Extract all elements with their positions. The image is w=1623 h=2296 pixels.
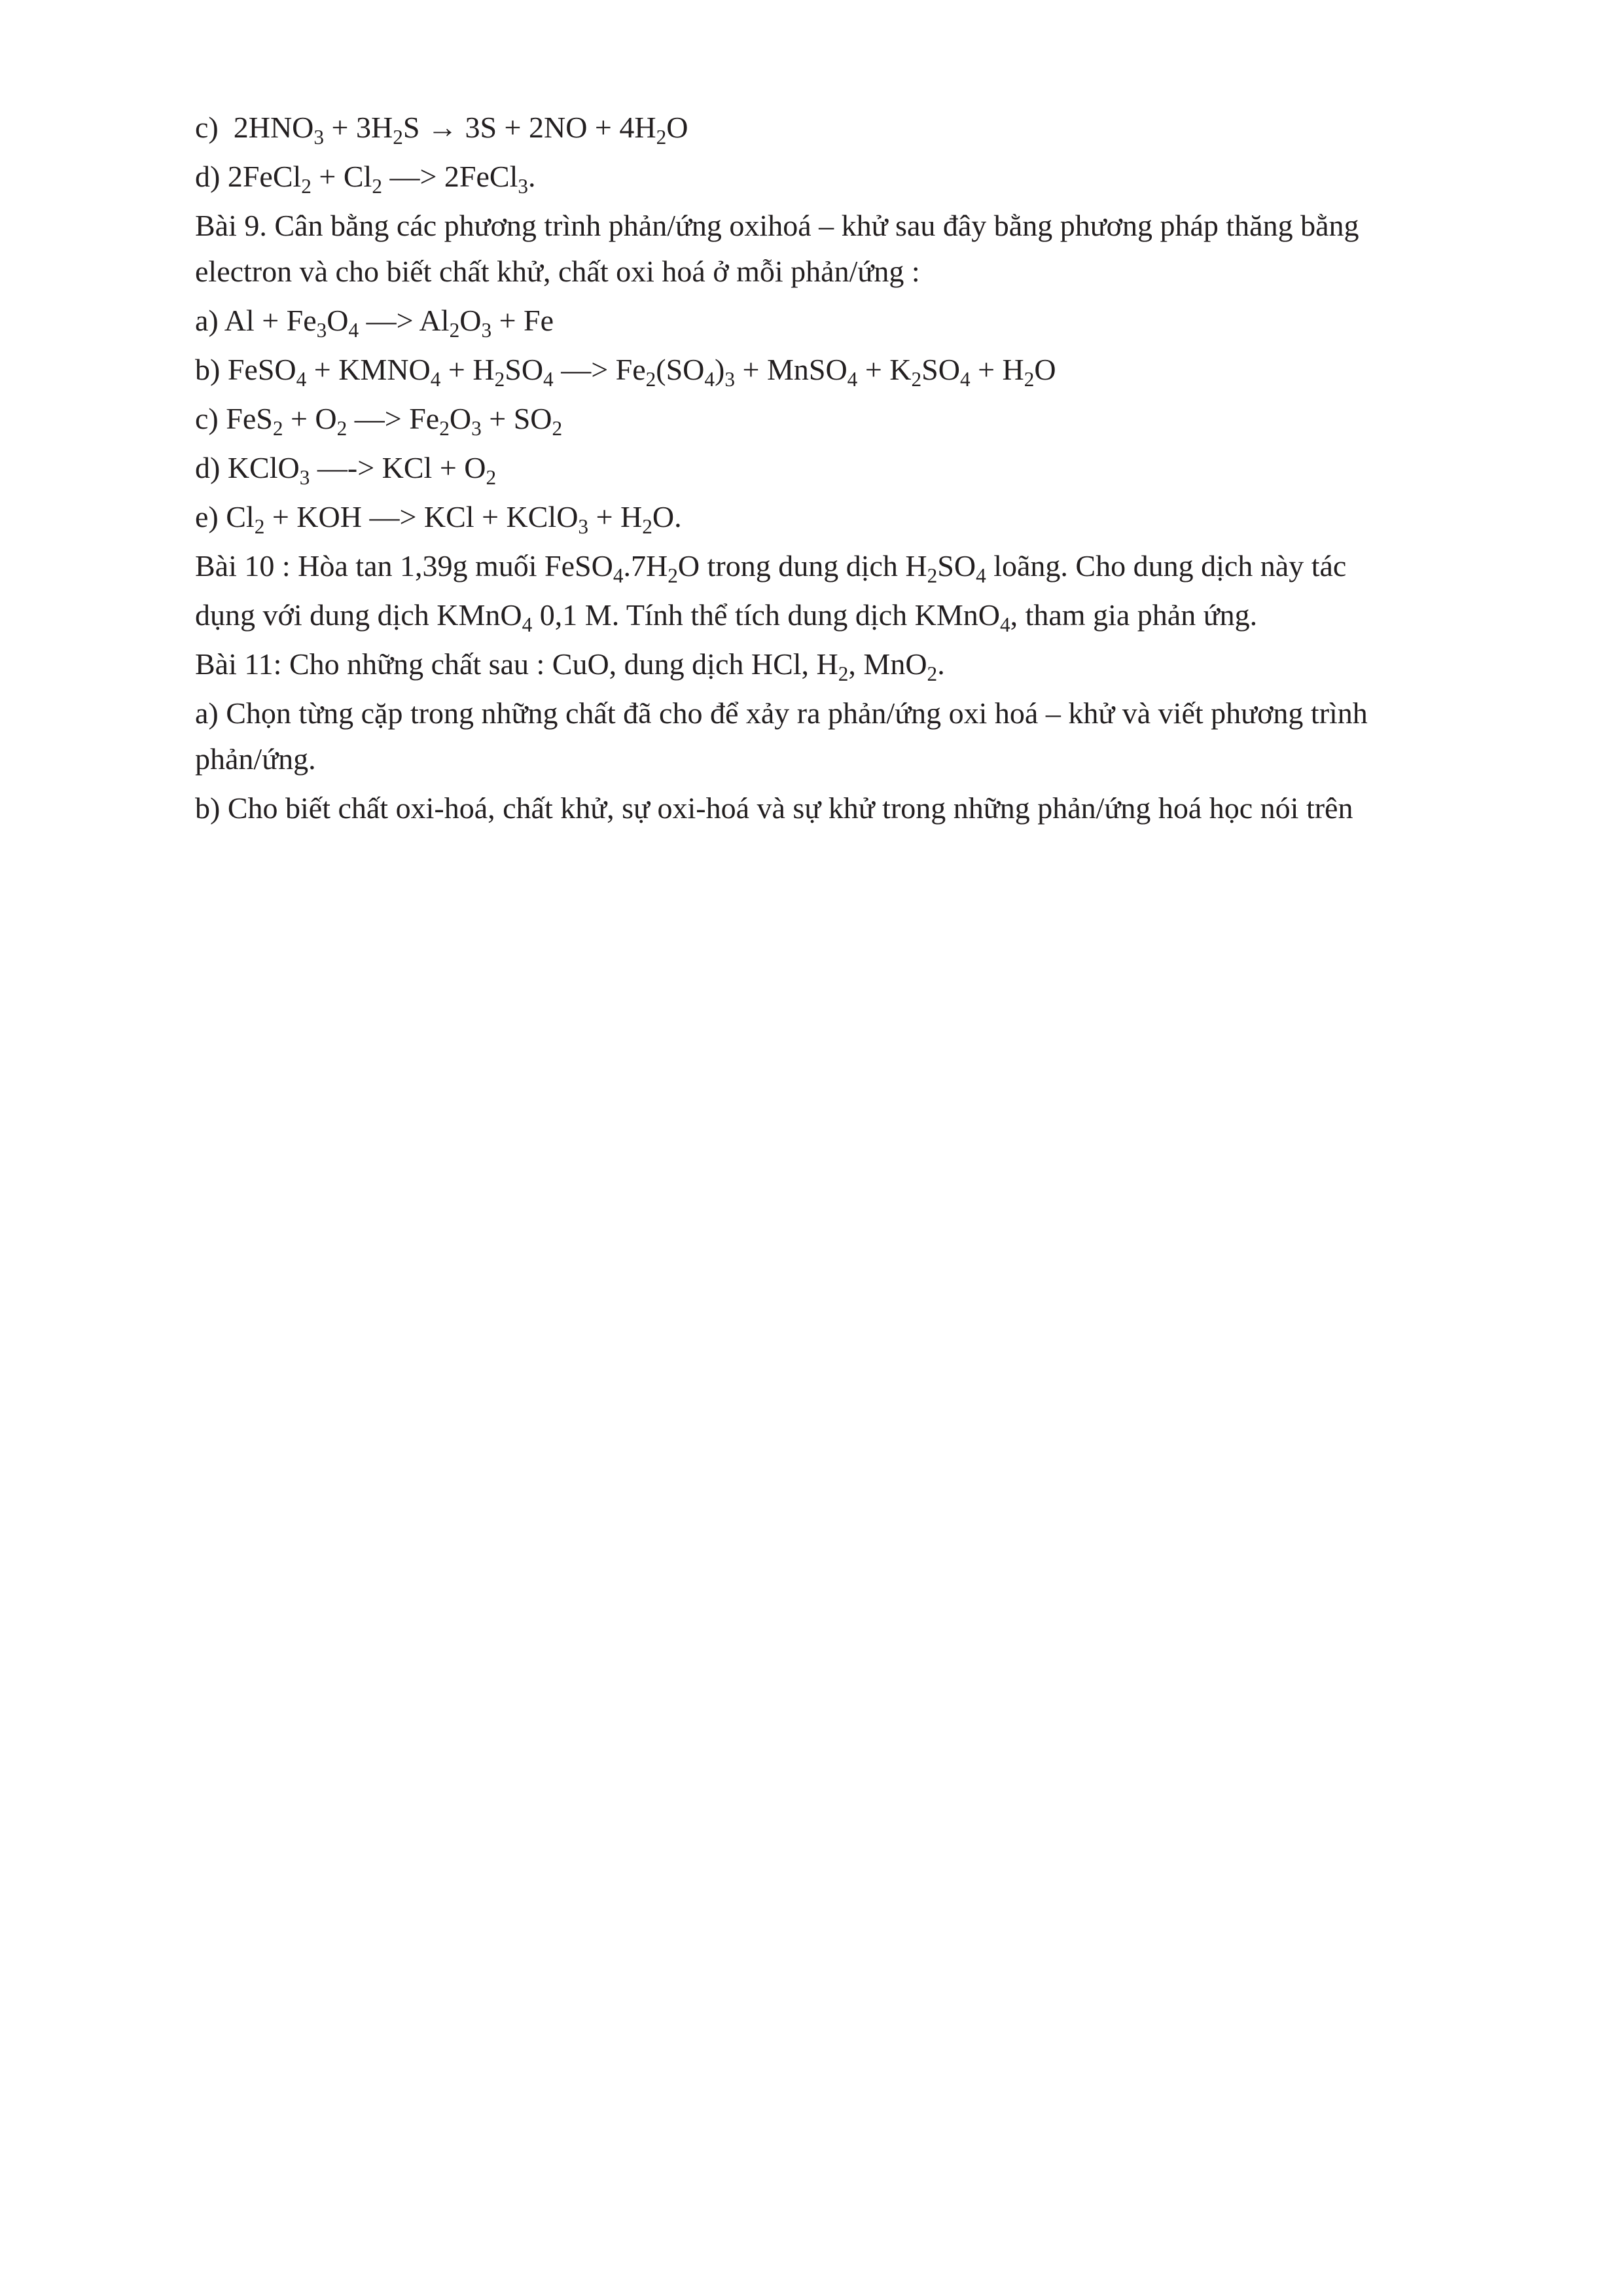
text-run: O	[666, 111, 688, 144]
text-run: O	[327, 304, 349, 337]
text-line-eq-9b	[195, 350, 1056, 389]
text-run: + H	[588, 500, 643, 533]
text-run: + Cl	[311, 160, 372, 193]
subscript: 4	[976, 564, 986, 587]
text-line-eq-8d	[195, 157, 536, 196]
text-run: O trong dung dịch H	[677, 549, 927, 583]
text-line-bai9-title-2	[195, 252, 920, 291]
subscript: 3	[518, 175, 529, 198]
subscript: 4	[704, 368, 715, 391]
text-run: b) FeSO	[195, 353, 296, 386]
text-run: SO	[921, 353, 960, 386]
subscript: 2	[668, 564, 678, 587]
subscript: 2	[301, 175, 312, 198]
subscript: 4	[543, 368, 554, 391]
text-run: c) FeS	[195, 402, 273, 435]
subscript: 3	[471, 417, 482, 440]
subscript: 4	[959, 368, 971, 391]
text-run: .7H	[623, 549, 668, 583]
subscript: 2	[486, 466, 497, 489]
subscript: 2	[1024, 368, 1035, 391]
subscript: 2	[642, 515, 652, 538]
subscript: 2	[254, 515, 265, 538]
text-line-bai11a-1	[195, 694, 1368, 733]
subscript: 2	[927, 564, 938, 587]
text-run: —> 2FeCl	[382, 160, 518, 193]
subscript: 2	[272, 417, 283, 440]
text-run: + KMNO	[306, 353, 431, 386]
text-run: d) 2FeCl	[195, 160, 302, 193]
subscript: 2	[656, 126, 667, 149]
text-line-bai11-title	[195, 645, 945, 684]
text-run: + KOH —> KCl + KClO	[264, 500, 579, 533]
text-run: , tham gia phản ứng.	[1010, 598, 1258, 632]
text-run: 0,1 M. Tính thể tích dung dịch KMnO	[532, 598, 1000, 632]
text-run: phản/ứng.	[195, 742, 316, 776]
text-run: + H	[440, 353, 495, 386]
text-run: O	[449, 402, 472, 435]
text-run: .	[528, 160, 536, 193]
text-line-bai11b	[195, 789, 1353, 828]
text-run: dụng với dung dịch KMnO	[195, 598, 522, 632]
text-line-eq-8c	[195, 108, 688, 147]
text-line-eq-9a	[195, 301, 554, 340]
text-run: Bài 11: Cho những chất sau : CuO, dung dịch HCl, H	[195, 647, 838, 681]
subscript: 2	[552, 417, 563, 440]
text-run: Bài 9. Cân bằng các phương trình phản/ứng oxihoá – khử sau đây bằng phương pháp thăng bằng	[195, 209, 1359, 242]
text-run: b) Cho biết chất oxi-hoá, chất khử, sự oxi-hoá và sự khử trong những phản/ứng hoá học nói trên	[195, 791, 1353, 825]
subscript: 2	[449, 319, 460, 342]
subscript: 2	[645, 368, 656, 391]
text-run: a) Chọn từng cặp trong những chất đã cho để xảy ra phản/ứng oxi hoá – khử và viết phương trình	[195, 696, 1368, 730]
subscript: 2	[494, 368, 505, 391]
text-run: O	[459, 304, 482, 337]
subscript: 4	[296, 368, 307, 391]
text-run: O.	[652, 500, 682, 533]
subscript: 2	[336, 417, 348, 440]
subscript: 4	[430, 368, 441, 391]
text-run: SO	[937, 549, 976, 583]
text-run: —> Al	[359, 304, 450, 337]
text-run: + Fe	[491, 304, 554, 337]
text-run: + SO	[481, 402, 552, 435]
subscript: 2	[911, 368, 922, 391]
text-run: , MnO	[848, 647, 927, 681]
text-line-bai10-1	[195, 547, 1346, 586]
subscript: 2	[393, 126, 403, 149]
text-run: )	[715, 353, 725, 386]
text-run: + O	[283, 402, 337, 435]
text-run: S → 3S + 2NO + 4H	[402, 111, 656, 144]
text-line-bai11a-2	[195, 740, 316, 779]
text-run: d) KClO	[195, 451, 300, 484]
subscript: 3	[313, 126, 325, 149]
subscript: 4	[348, 319, 359, 342]
text-run: (SO	[656, 353, 705, 386]
text-run: —-> KCl + O	[310, 451, 486, 484]
text-run: a) Al + Fe	[195, 304, 317, 337]
text-run: + MnSO	[735, 353, 847, 386]
text-run: + H	[970, 353, 1024, 386]
subscript: 3	[481, 319, 492, 342]
subscript: 3	[299, 466, 310, 489]
text-run: c) 2HNO	[195, 111, 314, 144]
text-line-eq-9d	[195, 448, 496, 488]
text-line-bai10-2	[195, 596, 1257, 635]
subscript: 2	[927, 662, 938, 685]
text-run: —> Fe	[553, 353, 646, 386]
text-run: electron và cho biết chất khử, chất oxi hoá ở mỗi phản/ứng :	[195, 255, 920, 288]
text-line-eq-9e	[195, 497, 682, 537]
subscript: 4	[613, 564, 624, 587]
text-line-bai9-title-1	[195, 206, 1359, 245]
text-run: SO	[505, 353, 544, 386]
text-run: + K	[857, 353, 912, 386]
text-run: + 3H	[324, 111, 393, 144]
text-run: Bài 10 : Hòa tan 1,39g muối FeSO	[195, 549, 613, 583]
text-run: loãng. Cho dung dịch này tác	[986, 549, 1347, 583]
text-run: —> Fe	[347, 402, 440, 435]
subscript: 2	[439, 417, 450, 440]
subscript: 2	[372, 175, 382, 198]
text-run: .	[937, 647, 945, 681]
text-run: O	[1034, 353, 1056, 386]
subscript: 4	[522, 613, 533, 636]
subscript: 4	[847, 368, 858, 391]
subscript: 3	[724, 368, 736, 391]
subscript: 2	[838, 662, 849, 685]
text-run: e) Cl	[195, 500, 255, 533]
text-line-eq-9c	[195, 399, 562, 439]
subscript: 3	[316, 319, 327, 342]
subscript: 3	[578, 515, 589, 538]
subscript: 4	[999, 613, 1010, 636]
